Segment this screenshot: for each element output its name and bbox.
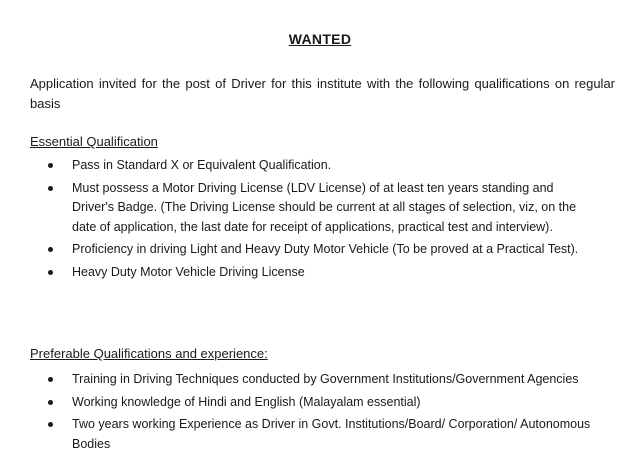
list-item: Must possess a Motor Driving License (LDV License) of at least ten years standing and Driver's Badge. (The Driving License should be current at all stages of selection, viz, on the date of application, the last date for receipt of applications, practical test and interview). bbox=[48, 179, 593, 238]
page-title: WANTED bbox=[288, 31, 352, 47]
bullet-icon bbox=[48, 163, 53, 168]
bullet-icon bbox=[48, 247, 53, 252]
list-item: Pass in Standard X or Equivalent Qualification. bbox=[48, 156, 593, 176]
bullet-icon bbox=[48, 377, 53, 382]
bullet-icon bbox=[48, 270, 53, 275]
list-item: Proficiency in driving Light and Heavy Duty Motor Vehicle (To be proved at a Practical Test). bbox=[48, 240, 593, 260]
list-item: Training in Driving Techniques conducted by Government Institutions/Government Agencies bbox=[48, 370, 593, 390]
list-item: Two years working Experience as Driver in Govt. Institutions/Board/ Corporation/ Autonomous Bodies bbox=[48, 415, 593, 454]
list-item: Heavy Duty Motor Vehicle Driving License bbox=[48, 263, 593, 283]
essential-heading: Essential Qualification bbox=[30, 134, 158, 149]
bullet-icon bbox=[48, 422, 53, 427]
list-item: Working knowledge of Hindi and English (Malayalam essential) bbox=[48, 393, 593, 413]
bullet-icon bbox=[48, 186, 53, 191]
essential-list bbox=[48, 156, 593, 285]
preferable-heading: Preferable Qualifications and experience: bbox=[30, 346, 268, 361]
preferable-list bbox=[48, 370, 593, 457]
bullet-icon bbox=[48, 400, 53, 405]
intro-paragraph: Application invited for the post of Driver for this institute with the following qualifications on regular basis bbox=[30, 76, 615, 111]
